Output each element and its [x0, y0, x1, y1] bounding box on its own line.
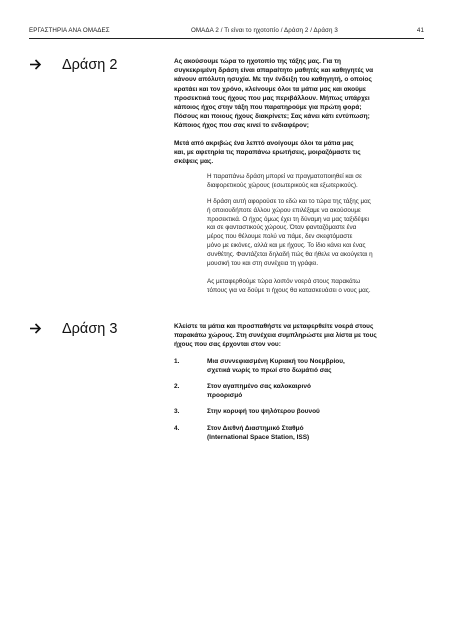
text-line: παρακάτω χώρους. Στη συνέχεια συμπληρώστε μια λίστα με τους [174, 332, 377, 340]
list-item-text [207, 382, 407, 400]
action2-title: Δράση 2 [62, 57, 118, 73]
text-line: μουσική του και στη συνέχεια τη γράφει. [207, 259, 319, 267]
text-line: προορισμό [207, 392, 243, 400]
text-line: Κλείστε τα μάτια και προσπαθήστε να μεταφερθείτε νοερά στους [174, 323, 374, 330]
text-line: κάνουν απόλυτη ησυχία. Με την ένδειξη του καθηγητή, ο οποίος [174, 76, 372, 84]
action2-intro [174, 57, 400, 131]
text-line: κάποιος ήχος στην τάξη που παρατηρούμε για πρώτη φορά; [174, 104, 362, 112]
text-line: προσεκτικά. Ο ήχος όμως έχει τη δύναμη να μας ταξιδέψει [207, 215, 370, 223]
text-line: Η δράση αυτή αφορούσε το εδώ και το τώρα της τάξης μας [207, 198, 371, 205]
text-line: Μετά από ακριβώς ένα λεπτό ανοίγουμε όλοι τα μάτια μας [174, 140, 354, 147]
text-line: ήχους που σας έρχονται στον νου: [174, 341, 281, 349]
page-number: 41 [416, 27, 424, 34]
text-line: Ας ακούσουμε τώρα το ηχοτοπίο της τάξης μας. Για τη [174, 58, 341, 65]
right-arrow-icon [29, 322, 42, 335]
text-line: Κάποιος ήχος που σας κινεί το ενδιαφέρον; [174, 122, 309, 130]
page-header [29, 27, 424, 37]
list-item-text [207, 407, 407, 416]
list-item-number: 4. [174, 425, 180, 432]
text-line: Στον αγαπημένο σας καλοκαιρινό [207, 383, 311, 390]
action3-heading [62, 321, 117, 337]
text-line: συγκεκριμένη δράση είναι απαραίτητο μαθητές και καθηγητές να [174, 67, 374, 75]
right-arrow-icon [29, 58, 42, 71]
text-line: διαφορετικούς χώρους (εσωτερικούς και εξωτερικούς). [207, 181, 358, 189]
action2-note-1 [207, 173, 412, 191]
action2-note-3 [207, 278, 412, 296]
text-line: προσεκτικά τους ήχους που μας περιβάλλουν. Μήπως υπάρχει [174, 94, 370, 102]
text-line: και σε φανταστικούς χώρους. Όταν φανταζόμαστε ένα [207, 224, 357, 232]
text-line: μόνο με εικόνες, αλλά και με ήχους. Το ίδιο κάνει και ένας [207, 241, 366, 249]
action2-note-2 [207, 198, 412, 268]
text-line: μέρος που θέλουμε πολύ να πάμε, δεν σκεφτόμαστε [207, 233, 353, 241]
header-section-title: ΕΡΓΑΣΤΗΡΙΑ ΑΝΑ ΟΜΑΔΕΣ [29, 27, 110, 34]
text-line: συνθέτης. Φαντάζεται δηλαδή πώς θα ήθελε να ακούγεται η [207, 250, 373, 258]
text-line: Στην κορυφή του ψηλότερου βουνού [207, 408, 320, 415]
list-item-text [207, 424, 407, 442]
text-line: Μια συννεφιασμένη Κυριακή του Νοεμβρίου, [207, 358, 345, 365]
text-line: Πόσους και ποιους ήχους διακρίνετε; Σας κάνει κάτι εντύπωση; [174, 113, 370, 121]
text-line: Στον Διεθνή Διαστημικό Σταθμό [207, 425, 304, 432]
text-line: (International Space Station, ISS) [207, 434, 310, 442]
text-line: Ας μεταφερθούμε τώρα λοιπόν νοερά στους παρακάτω [207, 278, 361, 285]
action2-heading [62, 57, 117, 73]
list-item-number: 2. [174, 383, 180, 390]
text-line: τόπους για να δούμε τι ήχους θα κατασκευάσει ο νους μας. [207, 286, 371, 294]
text-line: ή οποιουδήποτε άλλου χώρου επιλέξαμε να ακούσουμε [207, 206, 361, 214]
text-line: κρατάει και τον χρόνο, κλείνουμε όλοι τα μάτια μας και ακούμε [174, 85, 366, 93]
list-item-number: 1. [174, 358, 180, 365]
action3-intro [174, 322, 400, 350]
text-line: Η παραπάνω δράση μπορεί να πραγματοποιηθεί και σε [207, 173, 362, 180]
header-breadcrumb: ΟΜΑΔΑ 2 / Τι είναι το ηχοτοπίο / Δράση 2 / Δράση 3 [191, 27, 338, 34]
list-item-number: 3. [174, 408, 180, 415]
action3-title: Δράση 3 [62, 321, 118, 337]
text-line: και, με αφετηρία τις παραπάνω ερωτήσεις, μοιραζόμαστε τις [174, 149, 361, 157]
action2-followup [174, 139, 400, 167]
text-line: σκέψεις μας. [174, 158, 214, 166]
header-divider [29, 38, 424, 39]
list-item-text [207, 357, 407, 375]
text-line: σχετικά νωρίς το πρωί στο δωμάτιό σας [207, 367, 332, 375]
